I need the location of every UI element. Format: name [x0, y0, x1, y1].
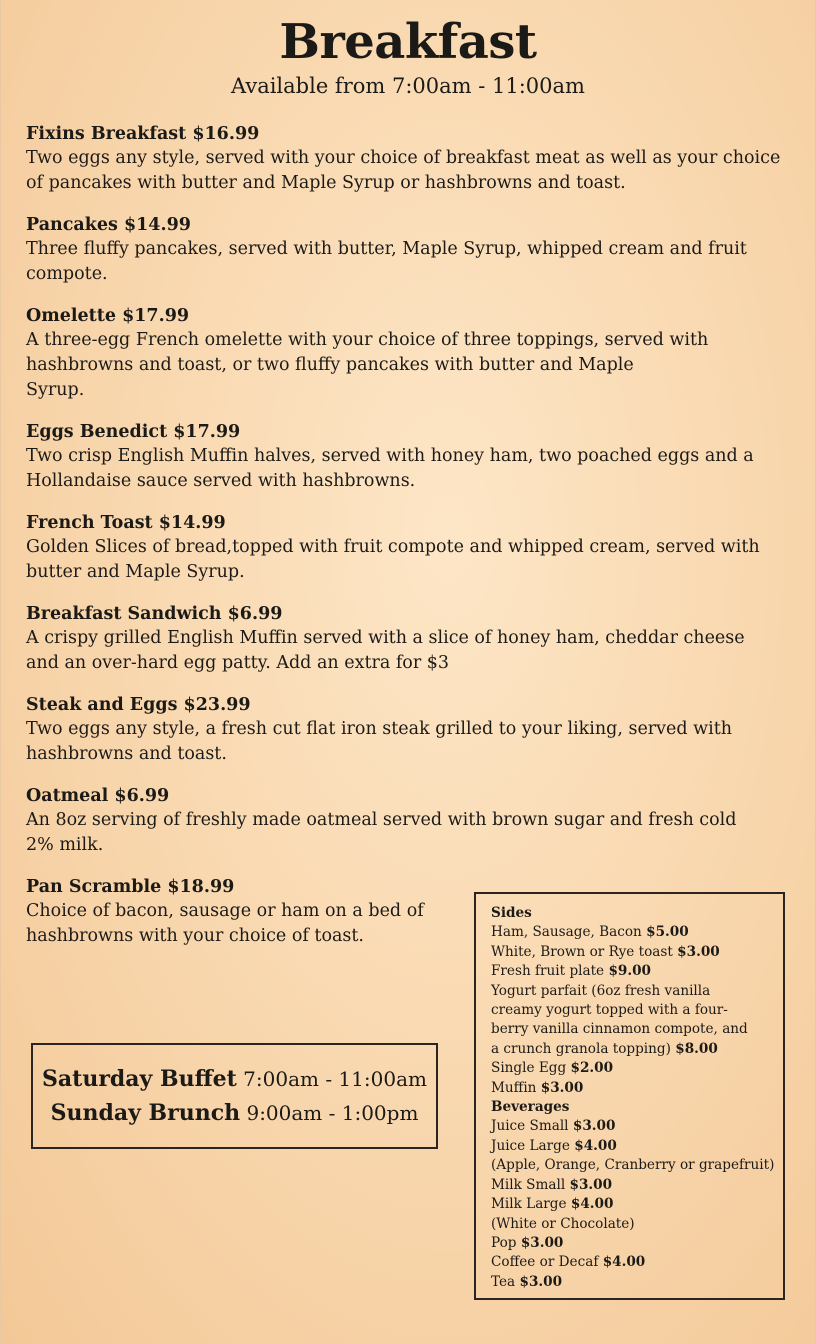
- menu-item-name: Breakfast Sandwich $6.99: [26, 604, 283, 624]
- description-line: compote.: [26, 264, 108, 284]
- beverages-item-text: (Apple, Orange, Cranberry or grapefruit): [491, 1157, 775, 1174]
- sides-list: [491, 923, 783, 1098]
- sides-item-text: Fresh fruit plate: [491, 963, 605, 980]
- menu-item-list: [26, 122, 796, 966]
- beverages-line: [491, 1156, 783, 1175]
- menu-item-description: [26, 626, 796, 676]
- beverages-item-text: Juice Large: [491, 1137, 570, 1154]
- sides-line: [491, 1001, 783, 1020]
- availability-hours: Available from 7:00am - 11:00am: [231, 74, 585, 98]
- beverages-item-price: $4.00: [570, 1196, 614, 1213]
- sides-item-price: $3.00: [540, 1079, 584, 1096]
- menu-item: [26, 693, 796, 767]
- description-line: hashbrowns and toast.: [26, 744, 227, 764]
- sides-item-text: White, Brown or Rye toast: [491, 943, 673, 960]
- menu-item-name: Pan Scramble $18.99: [26, 877, 235, 897]
- description-line: and an over-hard egg patty. Add an extra for $3: [26, 653, 450, 673]
- menu-item-description: [26, 146, 796, 196]
- beverages-item-text: (White or Chocolate): [491, 1215, 635, 1232]
- menu-item-description: [26, 444, 796, 494]
- description-line: Choice of bacon, sausage or ham on a bed of: [26, 901, 424, 921]
- beverages-item-price: $4.00: [602, 1254, 646, 1271]
- sides-line: [491, 962, 783, 981]
- beverages-item-text: Juice Small: [491, 1118, 569, 1135]
- beverages-item-text: Milk Large: [491, 1196, 567, 1213]
- beverages-line: [491, 1137, 783, 1156]
- weekend-hours-box: [31, 1043, 438, 1149]
- sides-line: [491, 982, 783, 1001]
- saturday-buffet-line: [42, 1062, 427, 1096]
- beverages-line: [491, 1215, 783, 1234]
- sides-heading: Sides: [491, 905, 532, 921]
- sides-line: [491, 1040, 783, 1059]
- description-line: A three-egg French omelette with your choice of three toppings, served with: [26, 330, 709, 350]
- menu-item: [26, 602, 796, 676]
- sides-beverages-box: [474, 892, 785, 1300]
- description-line: Two eggs any style, a fresh cut flat iron steak grilled to your liking, served with: [26, 719, 733, 739]
- menu-item-name: Steak and Eggs $23.99: [26, 695, 251, 715]
- beverages-item-text: Coffee or Decaf: [491, 1254, 599, 1271]
- sunday-brunch-line: [51, 1096, 419, 1130]
- description-line: An 8oz serving of freshly made oatmeal served with brown sugar and fresh cold: [26, 810, 737, 830]
- beverages-item-price: $3.00: [520, 1234, 564, 1251]
- sides-item-price: $2.00: [570, 1060, 614, 1077]
- sides-item-text: berry vanilla cinnamon compote, and: [491, 1021, 748, 1038]
- description-line: Two eggs any style, served with your choice of breakfast meat as well as your choice: [26, 148, 781, 168]
- sides-item-text: Ham, Sausage, Bacon: [491, 924, 642, 941]
- description-line: of pancakes with butter and Maple Syrup or hashbrowns and toast.: [26, 173, 626, 193]
- sides-item-price: $9.00: [608, 963, 652, 980]
- beverages-item-text: Tea: [491, 1273, 516, 1290]
- saturday-buffet-label: Saturday Buffet: [42, 1066, 237, 1092]
- description-line: Three fluffy pancakes, served with butter, Maple Syrup, whipped cream and fruit: [26, 239, 747, 259]
- sides-line: [491, 1020, 783, 1039]
- menu-item-description: [26, 328, 796, 403]
- sides-line: [491, 943, 783, 962]
- menu-item-description: [26, 899, 446, 949]
- menu-item: [26, 511, 796, 585]
- sides-line: [491, 923, 783, 942]
- sunday-brunch-hours: 9:00am - 1:00pm: [246, 1101, 419, 1125]
- beverages-heading: Beverages: [491, 1099, 570, 1116]
- beverages-line: [491, 1176, 783, 1195]
- description-line: hashbrowns and toast, or two fluffy pancakes with butter and Maple: [26, 355, 634, 375]
- sides-item-price: $5.00: [646, 924, 689, 941]
- description-line: Two crisp English Muffin halves, served with honey ham, two poached eggs and a: [26, 446, 754, 466]
- sides-line: [491, 1059, 783, 1078]
- beverages-item-price: $3.00: [569, 1176, 613, 1193]
- menu-item-description: [26, 535, 796, 585]
- beverages-item-price: $3.00: [519, 1273, 563, 1290]
- menu-item-name: Omelette $17.99: [26, 306, 190, 326]
- menu-item-description: [26, 717, 796, 767]
- sides-item-price: $3.00: [677, 943, 720, 960]
- menu-item: [26, 122, 796, 196]
- description-line: A crispy grilled English Muffin served with a slice of honey ham, cheddar cheese: [26, 628, 745, 648]
- menu-item-description: [26, 808, 796, 858]
- beverages-line: [491, 1117, 783, 1136]
- menu-item-description: [26, 237, 796, 287]
- beverages-item-text: Milk Small: [491, 1176, 566, 1193]
- menu-item-name: French Toast $14.99: [26, 513, 226, 533]
- beverages-item-text: Pop: [491, 1234, 517, 1251]
- beverages-line: [491, 1234, 783, 1253]
- beverages-line: [491, 1273, 783, 1292]
- menu-item-name: Pancakes $14.99: [26, 215, 191, 235]
- beverages-item-price: $4.00: [574, 1137, 617, 1154]
- menu-item-name: Oatmeal $6.99: [26, 786, 170, 806]
- sides-item-text: Yogurt parfait (6oz fresh vanilla: [491, 982, 711, 999]
- beverages-line: [491, 1195, 783, 1214]
- sides-item-text: creamy yogurt topped with a four-: [491, 1002, 728, 1019]
- menu-item: [26, 304, 796, 403]
- beverages-line: [491, 1253, 783, 1272]
- menu-item: [26, 213, 796, 287]
- sides-item-text: Muffin: [491, 1079, 537, 1096]
- menu-item: [26, 420, 796, 494]
- sides-item-price: $8.00: [675, 1040, 718, 1057]
- beverages-list: [491, 1117, 783, 1292]
- menu-title: Breakfast: [279, 14, 537, 70]
- saturday-buffet-hours: 7:00am - 11:00am: [243, 1067, 427, 1091]
- description-line: Syrup.: [26, 380, 85, 400]
- beverages-item-price: $3.00: [572, 1118, 616, 1135]
- menu-item-name: Eggs Benedict $17.99: [26, 422, 241, 442]
- description-line: hashbrowns with your choice of toast.: [26, 926, 364, 946]
- sides-line: [491, 1079, 783, 1098]
- sunday-brunch-label: Sunday Brunch: [50, 1100, 241, 1126]
- sides-item-text: a crunch granola topping): [491, 1040, 671, 1057]
- description-line: Golden Slices of bread,topped with fruit compote and whipped cream, served with: [26, 537, 760, 557]
- sides-item-text: Single Egg: [491, 1060, 567, 1077]
- description-line: Hollandaise sauce served with hashbrowns.: [26, 471, 416, 491]
- description-line: 2% milk.: [26, 835, 104, 855]
- description-line: butter and Maple Syrup.: [26, 562, 245, 582]
- menu-item: [26, 784, 796, 858]
- menu-item-name: Fixins Breakfast $16.99: [26, 124, 260, 144]
